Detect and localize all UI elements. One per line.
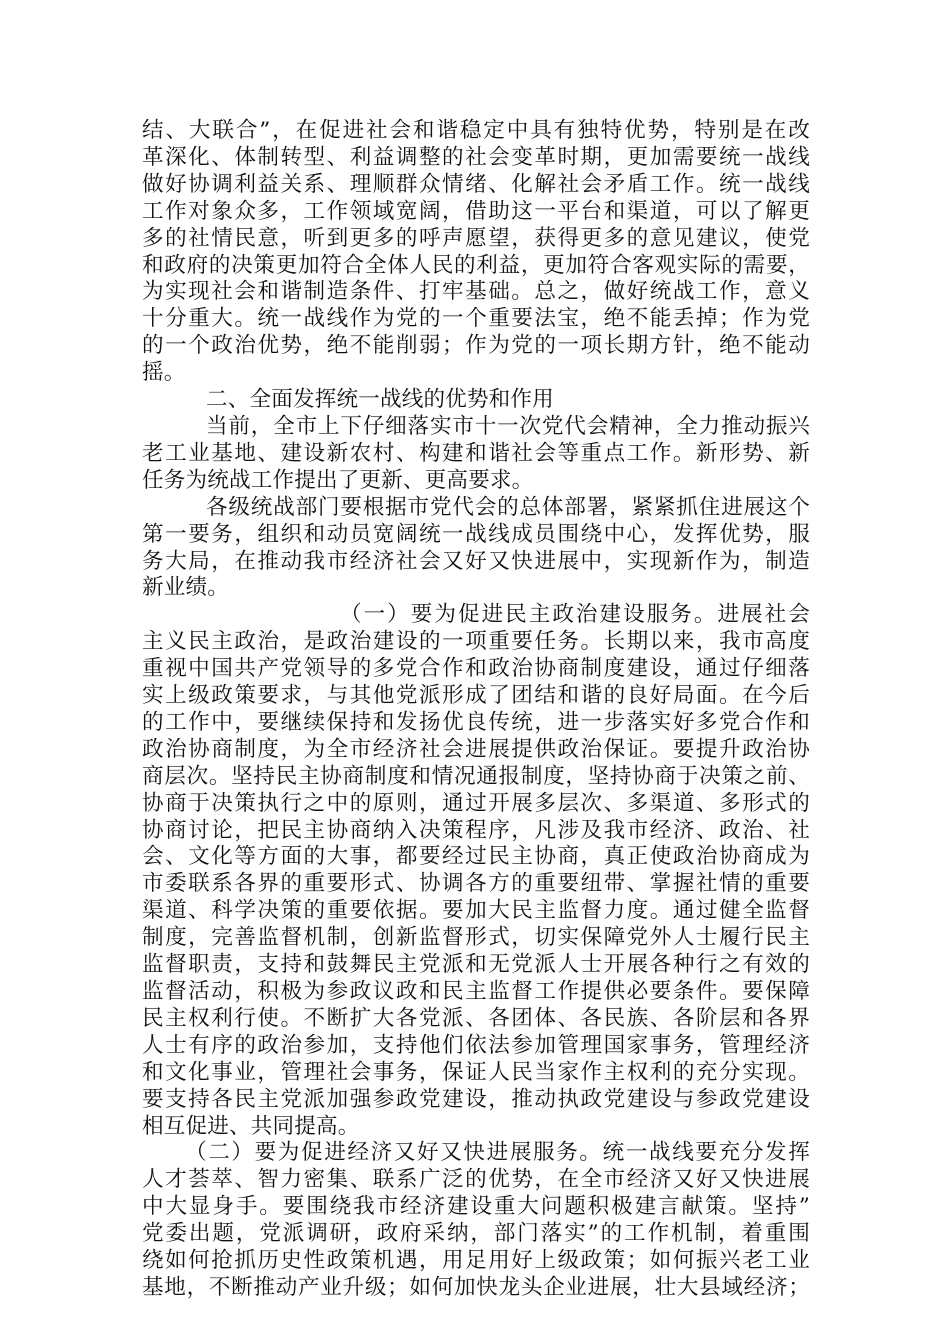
text-line: 政治协商制度，为全市经济社会进展提供政治保证。要提升政治协 bbox=[142, 736, 810, 762]
text-line: 多的社情民意，听到更多的呼声愿望，获得更多的意见建议，使党 bbox=[142, 225, 810, 251]
text-line: 基地，不断推动产业升级；如何加快龙头企业进展，壮大县域经济； bbox=[142, 1274, 810, 1300]
text-line: （二）要为促进经济又好又快进展服务。统一战线要充分发挥 bbox=[185, 1140, 810, 1166]
text-line: 市委联系各界的重要形式、协调各方的重要纽带、掌握社情的重要 bbox=[142, 871, 810, 897]
text-line: 做好协调利益关系、理顺群众情绪、化解社会矛盾工作。统一战线 bbox=[142, 171, 810, 197]
text-line: 的一个政治优势，绝不能削弱；作为党的一项长期方针，绝不能动 bbox=[142, 333, 810, 359]
text-line: 任务为统战工作提出了更新、更高要求。 bbox=[142, 467, 534, 493]
text-line: 务大局，在推动我市经济社会又好又快进展中，实现新作为，制造 bbox=[142, 548, 810, 574]
text-line: 主义民主政治，是政治建设的一项重要任务。长期以来，我市高度 bbox=[142, 629, 810, 655]
text-line: 的工作中，要继续保持和发扬优良传统，进一步落实好多党合作和 bbox=[142, 709, 810, 735]
text-line: 和文化事业，管理社会事务，保证人民当家作主权利的充分实现。 bbox=[142, 1059, 810, 1085]
text-line: 实上级政策要求，与其他党派形成了团结和谐的良好局面。在今后 bbox=[142, 683, 810, 709]
text-line: 中大显身手。要围绕我市经济建设重大问题积极建言献策。坚持” bbox=[142, 1194, 810, 1220]
text-line: 工作对象众多，工作领域宽阔，借助这一平台和渠道，可以了解更 bbox=[142, 198, 810, 224]
text-line: 绕如何抢抓历史性政策机遇，用足用好上级政策；如何振兴老工业 bbox=[142, 1248, 810, 1274]
text-line: 革深化、体制转型、利益调整的社会变革时期，更加需要统一战线 bbox=[142, 144, 810, 170]
text-line: 当前，全市上下仔细落实市十一次党代会精神，全力推动振兴 bbox=[206, 413, 810, 439]
text-line: 协商讨论，把民主协商纳入决策程序，凡涉及我市经济、政治、社 bbox=[142, 817, 810, 843]
text-line: 人才荟萃、智力密集、联系广泛的优势，在全市经济又好又快进展 bbox=[142, 1167, 810, 1193]
text-line: 和政府的决策更加符合全体人民的利益，更加符合客观实际的需要， bbox=[142, 252, 810, 278]
text-line: 要支持各民主党派加强参政党建设，推动执政党建设与参政党建设 bbox=[142, 1086, 810, 1112]
text-line: 渠道、科学决策的重要依据。要加大民主监督力度。通过健全监督 bbox=[142, 898, 810, 924]
text-line: 协商于决策执行之中的原则，通过开展多层次、多渠道、多形式的 bbox=[142, 790, 810, 816]
text-line: 各级统战部门要根据市党代会的总体部署，紧紧抓住进展这个 bbox=[206, 494, 810, 520]
text-line: 人士有序的政治参加，支持他们依法参加管理国家事务，管理经济 bbox=[142, 1032, 810, 1058]
text-line: 民主权利行使。不断扩大各党派、各团体、各民族、各阶层和各界 bbox=[142, 1005, 810, 1031]
text-line: 二、全面发挥统一战线的优势和作用 bbox=[206, 387, 554, 413]
text-line: （一）要为促进民主政治建设服务。进展社会 bbox=[340, 602, 810, 628]
text-line: 老工业基地、建设新农村、构建和谐社会等重点工作。新形势、新 bbox=[142, 440, 810, 466]
text-line: 制度，完善监督机制，创新监督形式，切实保障党外人士履行民主 bbox=[142, 925, 810, 951]
text-line: 新业绩。 bbox=[142, 575, 229, 601]
text-line: 会、文化等方面的大事，都要经过民主协商，真正使政治协商成为 bbox=[142, 844, 810, 870]
text-line: 为实现社会和谐制造条件、打牢基础。总之，做好统战工作，意义 bbox=[142, 279, 810, 305]
text-line: 十分重大。统一战线作为党的一个重要法宝，绝不能丢掉；作为党 bbox=[142, 306, 810, 332]
text-line: 监督职责，支持和鼓舞民主党派和无党派人士开展各种行之有效的 bbox=[142, 952, 810, 978]
text-line: 结、大联合”，在促进社会和谐稳定中具有独特优势，特别是在改 bbox=[142, 118, 810, 143]
text-line: 重视中国共产党领导的多党合作和政治协商制度建设，通过仔细落 bbox=[142, 656, 810, 682]
text-line: 相互促进、共同提高。 bbox=[142, 1113, 360, 1139]
text-line: 商层次。坚持民主协商制度和情况通报制度，坚持协商于决策之前、 bbox=[142, 763, 810, 789]
text-line: 摇。 bbox=[142, 360, 186, 386]
text-line: 党委出题，党派调研，政府采纳，部门落实”的工作机制，着重围 bbox=[142, 1221, 810, 1247]
text-line: 监督活动，积极为参政议政和民主监督工作提供必要条件。要保障 bbox=[142, 979, 810, 1004]
text-line: 第一要务，组织和动员宽阔统一战线成员围绕中心，发挥优势，服 bbox=[142, 521, 810, 547]
